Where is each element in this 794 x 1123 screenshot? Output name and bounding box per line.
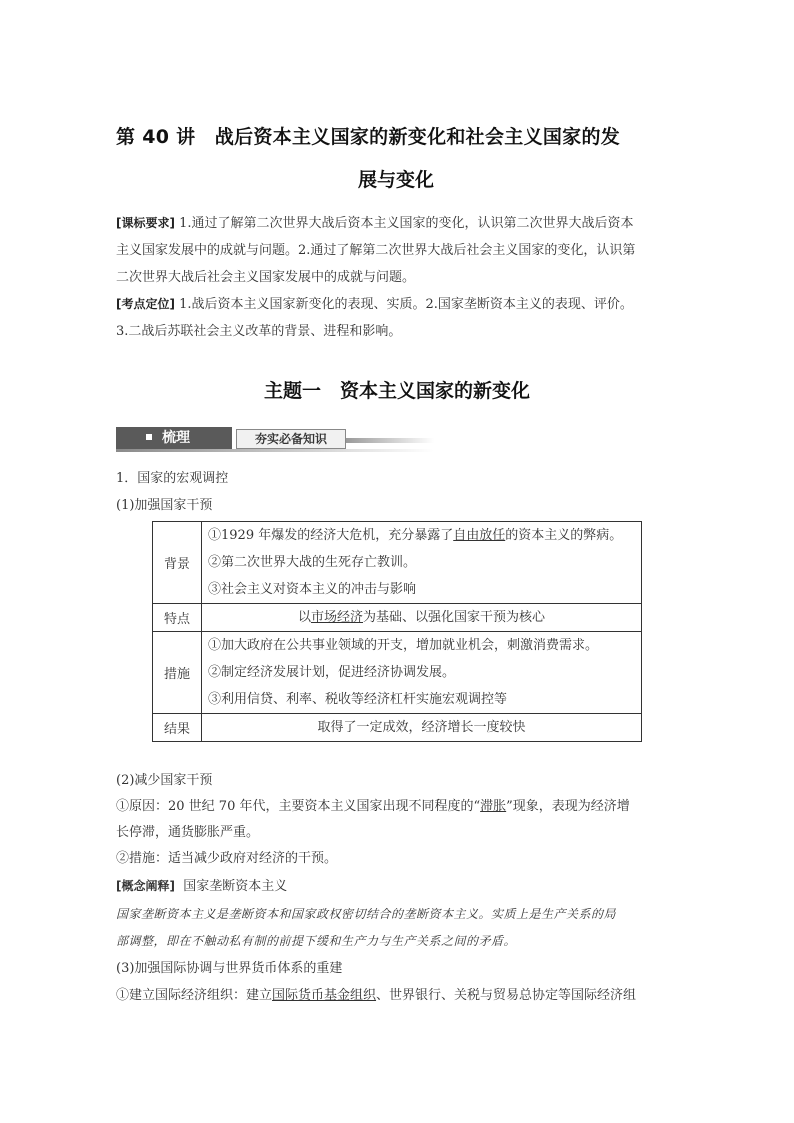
sub2-measure: ②措施：适当减少政府对经济的干预。 (116, 851, 338, 866)
focus-line2: 3.二战后苏联社会主义改革的背景、进程和影响。 (116, 324, 402, 339)
features-cell: 以市场经济为基础、以强化国家干预为核心 (202, 604, 642, 632)
square-bullet-icon (146, 434, 152, 440)
banner-main: 梳理 (116, 427, 232, 449)
sub3-line: ①建立国际经济组织：建立国际货币基金组织、世界银行、关税与贸易总协定等国际经济组 (116, 988, 637, 1003)
requirements-line1: [课标要求] 1.通过了解第二次世界大战后资本主义国家的变化，认识第二次世界大战后资本 (116, 216, 634, 231)
focus-line1: [考点定位] 1.战后资本主义国家新变化的表现、实质。2.国家垄断资本主义的表现、评价。 (116, 297, 633, 312)
section1-sub1: (1)加强国家干预 (116, 498, 213, 513)
row-label-features: 特点 (153, 604, 202, 632)
concept-line2: 部调整，即在不触动私有制的前提下缓和生产力与生产关系之间的矛盾。 (116, 934, 517, 948)
sub2-heading: (2)减少国家干预 (116, 773, 213, 788)
table-row (153, 714, 642, 742)
lesson-title-line1: 第 40 讲 战后资本主义国家的新变化和社会主义国家的发 (116, 126, 621, 148)
section1-heading: 1．国家的宏观调控 (116, 471, 229, 486)
banner-underline (116, 449, 434, 452)
sub2-cause: ①原因：20 世纪 70 年代，主要资本主义国家出现不同程度的“滞胀”现象，表现为经济增 (116, 799, 630, 814)
table-row (153, 632, 642, 714)
requirements-line2: 主义国家发展中的成就与问题。2.通过了解第二次世界大战后社会主义国家的变化，认识第 (116, 243, 636, 258)
sub2-cause-line2: 长停滞，通货膨胀严重。 (116, 825, 260, 840)
concept-tag: [概念阐释] (116, 879, 175, 893)
result-cell: 取得了一定成效，经济增长一度较快 (202, 714, 642, 742)
background-cell: ①1929 年爆发的经济大危机，充分暴露了自由放任的资本主义的弊病。 ②第二次世界大战的生死存亡教训。 ③社会主义对资本主义的冲击与影响 (202, 522, 642, 604)
lesson-title-line2: 展与变化 (357, 169, 434, 191)
requirements-tag: [课标要求] (116, 216, 175, 230)
row-label-measures: 措施 (153, 632, 202, 714)
focus-tag: [考点定位] (116, 297, 175, 311)
banner-sub: 夯实必备知识 (236, 429, 346, 449)
curriculum-requirements (116, 210, 678, 345)
intervention-table (152, 521, 642, 742)
section-banner (116, 427, 434, 449)
row-label-result: 结果 (153, 714, 202, 742)
measures-cell: ①加大政府在公共事业领域的开支，增加就业机会，刺激消费需求。 ②制定经济发展计划，促进经济协调发展。 ③利用信贷、利率、税收等经济杠杆实施宏观调控等 (202, 632, 642, 714)
sub3-heading: (3)加强国际协调与世界货币体系的重建 (116, 961, 343, 976)
table-row (153, 522, 642, 604)
table-row (153, 604, 642, 632)
requirements-line3: 二次世界大战后社会主义国家发展中的成就与问题。 (116, 270, 416, 285)
row-label-background: 背景 (153, 522, 202, 604)
banner-fade-bar (346, 438, 434, 443)
topic-title: 主题一 资本主义国家的新变化 (263, 380, 530, 402)
concept-heading: [概念阐释] 国家垄断资本主义 (116, 879, 288, 894)
concept-line1: 国家垄断资本主义是垄断资本和国家政权密切结合的垄断资本主义。实质上是生产关系的局 (116, 907, 617, 921)
